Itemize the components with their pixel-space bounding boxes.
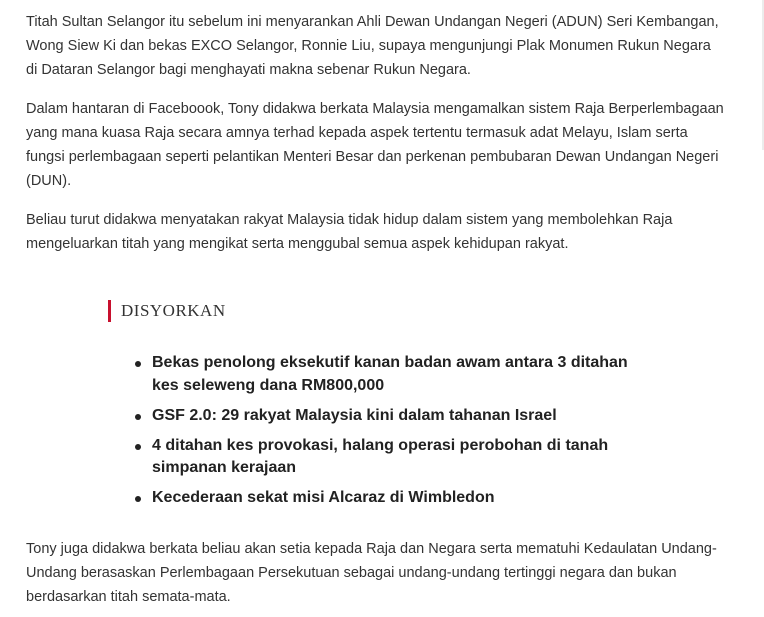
bullet-icon: [135, 414, 141, 420]
article-body: [26, 10, 726, 256]
recommended-link[interactable]: Kecederaan sekat misi Alcaraz di Wimbledon: [152, 489, 495, 506]
bullet-icon: [135, 496, 141, 502]
recommended-section: [108, 300, 648, 506]
recommended-title: DISYORKAN: [121, 301, 226, 320]
recommended-item: [108, 435, 648, 480]
article-paragraph: Dalam hantaran di Faceboook, Tony didakwa berkata Malaysia mengamalkan sistem Raja Berperlembagaan yang mana kuasa Raja secara amnya terhad kepada aspek tertentu termasuk adat Melayu, Islam serta fungsi perlembagaan seperti pelantikan Menteri Besar dan perkenan pembubaran Dewan Undangan Negeri (DUN).: [26, 101, 724, 189]
recommended-item: [108, 487, 648, 510]
recommended-link[interactable]: 4 ditahan kes provokasi, halang operasi perobohan di tanah simpanan kerajaan: [152, 436, 609, 476]
recommended-link[interactable]: Bekas penolong eksekutif kanan badan awam antara 3 ditahan kes seleweng dana RM800,000: [152, 354, 628, 394]
bullet-icon: [135, 444, 141, 450]
recommended-item: [108, 405, 648, 428]
article-paragraph: Titah Sultan Selangor itu sebelum ini menyarankan Ahli Dewan Undangan Negeri (ADUN) Seri Kembangan, Wong Siew Ki dan bekas EXCO Selangor, Ronnie Liu, supaya mengunjungi Plak Monumen Rukun Negara di Dataran Selangor bagi menghayati makna sebenar Rukun Negara.: [26, 14, 719, 78]
recommended-link[interactable]: GSF 2.0: 29 rakyat Malaysia kini dalam tahanan Israel: [152, 406, 557, 424]
recommended-item: [108, 352, 648, 397]
recommended-list: [108, 352, 648, 517]
recommended-heading: [108, 300, 648, 322]
bullet-icon: [135, 361, 141, 367]
article-paragraph: Tony juga didakwa berkata beliau akan setia kepada Raja dan Negara serta mematuhi Kedaulatan Undang-Undang berasaskan Perlembagaan Persekutuan sebagai undang-undang tertinggi negara dan bukan berdasarkan titah semata-mata.: [26, 541, 717, 605]
article-paragraph: Beliau turut didakwa menyatakan rakyat Malaysia tidak hidup dalam sistem yang membolehkan Raja mengeluarkan titah yang mengikat serta menggubal semua aspek kehidupan rakyat.: [26, 212, 673, 252]
accent-bar: [108, 300, 111, 322]
